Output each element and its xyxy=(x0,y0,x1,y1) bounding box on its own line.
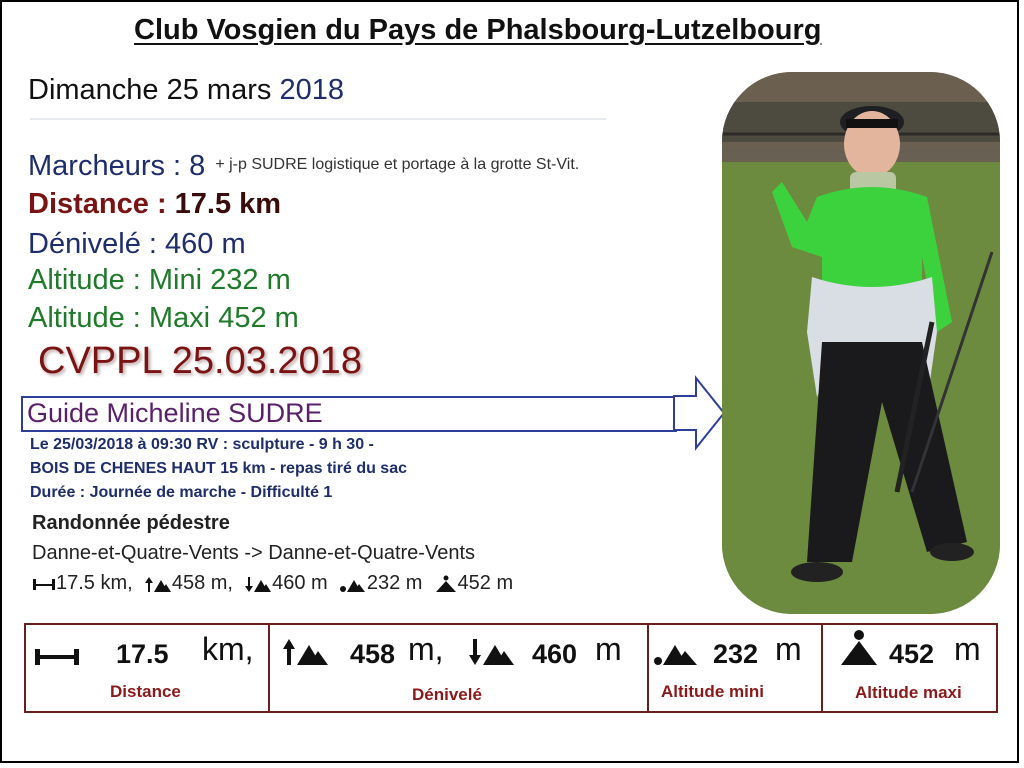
altitude-max-line xyxy=(28,302,299,335)
stats-table xyxy=(24,623,998,713)
route-title: Randonnée pédestre xyxy=(32,512,230,534)
stats-altmin-value: 232 xyxy=(713,639,759,669)
stats-elevation-label: Dénivelé xyxy=(412,685,482,704)
stats-altmin-cell xyxy=(649,625,823,711)
route-stats-line xyxy=(32,572,513,595)
arrow-right-icon xyxy=(672,374,728,452)
divider xyxy=(30,118,606,120)
route-descent: 460 m xyxy=(272,572,328,594)
stats-distance-unit: km, xyxy=(202,631,254,667)
altitude-min-label: Altitude : Mini xyxy=(28,264,211,296)
hiker-photo xyxy=(722,72,1000,614)
guide-name: Guide Micheline SUDRE xyxy=(27,398,323,428)
route-path: Danne-et-Quatre-Vents -> Danne-et-Quatre-Vents xyxy=(32,542,476,564)
stats-altmax-cell xyxy=(823,625,996,711)
stats-distance-label: Distance xyxy=(110,682,181,701)
stats-altmax-unit: m xyxy=(954,631,981,667)
info-duration: Durée : Journée de marche - Difficulté 1 xyxy=(30,484,333,501)
stats-descent-unit: m xyxy=(595,631,622,667)
walkers-value: 8 xyxy=(189,150,206,182)
stats-altmin-label: Altitude mini xyxy=(661,682,764,701)
info-meeting: Le 25/03/2018 à 09:30 RV : sculpture - 9 h 30 - xyxy=(30,436,374,453)
distance-icon xyxy=(34,647,80,667)
stats-descent-value: 460 xyxy=(532,639,578,669)
elevation-unit: m xyxy=(213,228,246,260)
stats-altmax-label: Altitude maxi xyxy=(855,683,962,702)
altitude-min-unit: m xyxy=(258,264,291,296)
altitude-min-icon xyxy=(339,575,367,593)
stats-altmin-unit: m xyxy=(775,631,802,667)
stats-distance-value: 17.5 xyxy=(116,639,169,669)
route-ascent: 458 m, xyxy=(171,572,233,594)
altitude-max-icon xyxy=(434,575,458,593)
distance-icon xyxy=(32,577,56,591)
info-place: BOIS DE CHENES HAUT 15 km - repas tiré du sac xyxy=(30,460,407,477)
ascent-icon xyxy=(282,637,330,667)
walkers-note: + j-p SUDRE logistique et portage à la grotte St-Vit. xyxy=(215,156,580,173)
altitude-max-icon xyxy=(839,629,879,667)
altitude-max-unit: m xyxy=(266,302,299,334)
distance-line xyxy=(28,188,281,221)
altitude-min-icon xyxy=(653,639,699,667)
hike-code: CVPPL 25.03.2018 xyxy=(38,340,362,382)
page-title: Club Vosgien du Pays de Phalsbourg-Lutzelbourg xyxy=(134,14,822,46)
date-text: Dimanche 25 mars xyxy=(28,74,280,106)
distance-value: 17.5 km xyxy=(174,188,282,220)
elevation-value: 460 xyxy=(165,228,214,260)
altitude-min-line xyxy=(28,264,291,297)
descent-icon xyxy=(468,637,516,667)
stats-altmax-value: 452 xyxy=(889,639,935,669)
stats-ascent-value: 458 xyxy=(350,639,396,669)
route-distance: 17.5 km, xyxy=(56,572,133,594)
route-altitude-max: 452 m xyxy=(457,572,514,594)
distance-label: Distance : xyxy=(28,188,175,220)
descent-icon xyxy=(244,575,272,593)
altitude-max-value: 452 xyxy=(218,302,267,334)
altitude-max-label: Altitude : Maxi xyxy=(28,302,219,334)
walkers-line xyxy=(28,150,579,183)
stats-elevation-cell xyxy=(270,625,649,711)
elevation-line xyxy=(28,228,246,261)
altitude-min-value: 232 xyxy=(210,264,259,296)
ascent-icon xyxy=(144,575,172,593)
date-year: 2018 xyxy=(279,74,344,106)
elevation-label: Dénivelé : xyxy=(28,228,166,260)
walkers-label: Marcheurs : xyxy=(28,150,190,182)
stats-distance-cell xyxy=(26,625,270,711)
route-altitude-min: 232 m xyxy=(366,572,423,594)
hike-date xyxy=(28,74,344,107)
stats-ascent-unit: m, xyxy=(408,631,444,667)
